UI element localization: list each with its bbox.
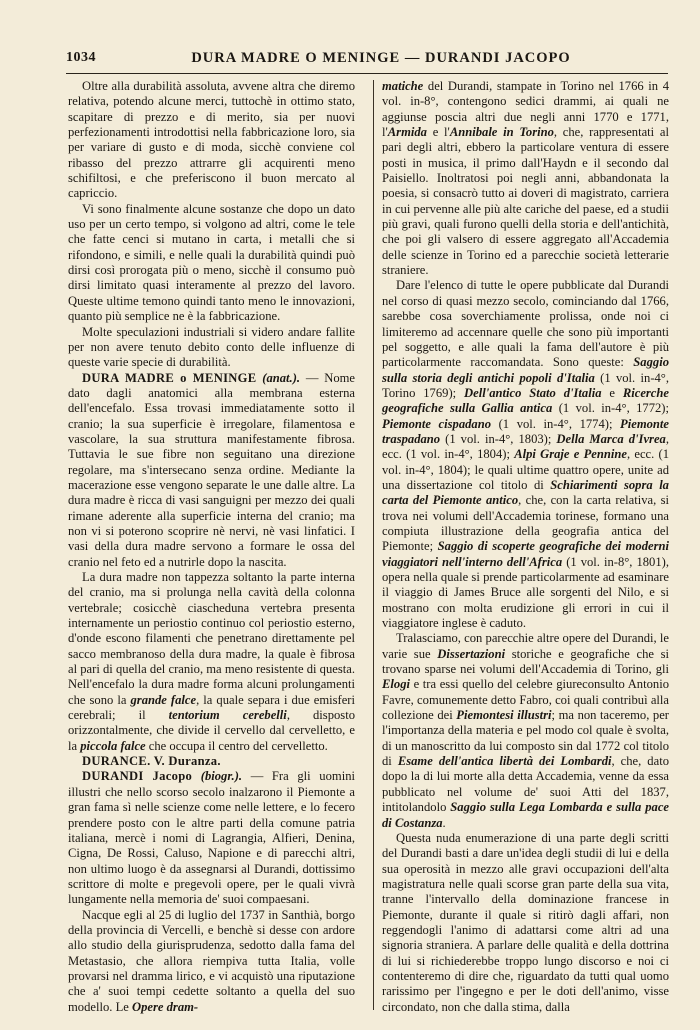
work-title: matiche (382, 79, 424, 93)
paragraph: matiche del Durandi, stampate in Torino nel 1766 in 4 vol. in-8°, contengono sedici drammi, ai quali ne aggiunse poscia altri due negli anni 1770 e 1771, l'Armida e l'Annibale in Torino, che, rappresentati al pari degli altri, ebbero la particolare ventura di essere posti in musica, il primo dall'Haydn e il secondo dal Paisiello. Inoltratosi poi negli anni, abbandonata la poesia, si consacrò tutto ai doveri di magistrato, carriera in cui pervenne alle più alte cariche del paese, ed a studii più gravi, quali furono quelli della storia e dell'antichità, che poi gli valsero di essere aggregato all'Accademia delle scienze in Torino ed a parecchie società letterarie straniere. (382, 79, 669, 278)
work-title: Piemontesi illustri (456, 708, 552, 723)
paragraph: Oltre alla durabilità assoluta, avvene altra che diremo relativa, potendo alcune merci, tuttochè in ottimo stato, scapitare di prezzo e di merito, sia per nuovi perfezionamenti introdottisi nella fabbricazione loro, sia per variare di gusto e di moda, sicchè conviene col ribasso del prezzo attrarre gli acquirenti meno schifiltosi, e che preferiscono il buon mercato al capriccio. (68, 79, 355, 201)
page-header (66, 50, 666, 72)
entry-text: — Fra gli uomini illustri che nello scorso secolo inalzarono il Piemonte a gran fama sì nelle scienze come nelle lettere, e lo fecero prendere posto con le altre parti della comune patria italiana, mercè i nomi di Lagrangia, Alfieri, Denina, Cigna, De Rossi, Caluso, Napione e di parecchi altri, non ultimo luogo è da assegnarsi al Durandi, dottissimo scrittore di molte e pregevoli opere, per le quali vivrà lungamente nella memoria de' suoi compaesani. (68, 769, 355, 907)
entry-text: — Nome dato dagli anatomici alla membrana esterna dell'encefalo. Essa trovasi immediatamente sotto il cranio; la sua superficie è irregolare, filamentosa e vascolare, la sua struttura manifestamente fibrosa. Tuttavia le sue fibre non seguitano una direzione regolare, ma s'intersecano senza ordine. Mediante la macerazione esse vengono separate le une dalle altre. La dura madre è ricca di vasi sanguigni per mezzo dei quali rimane aderente alla superficie interna del cranio; ma non vi si poterono scoprire nè nervi, nè vasi linfatici. I vasi della dura madre servono a formare le ossa del cranio nel feto ed a nutrirle dopo la nascita. (68, 370, 356, 569)
work-title: Saggio sulla storia degli antichi popoli d'Italia (382, 355, 669, 385)
headword: DURANDI Jacopo (82, 769, 193, 784)
work-title: Piemonte cispadano (382, 416, 492, 431)
entry-durance (68, 754, 355, 769)
work-title: Piemonte traspadano (382, 416, 669, 446)
work-title: Saggio di scoperte geografiche dei moderni viaggiatori nell'interno dell'Africa (382, 539, 670, 569)
term: tentorium cerebelli (168, 708, 287, 723)
paragraph: Vi sono finalmente alcune sostanze che dopo un dato uso per un certo tempo, si volgono ad altri, come le tele che fatte cenci si mutano in carta, i metalli che si rifondono, e simili, e nelle quali la durabilità quindi può dirsi così prorogata più o meno, sicchè il consumo può dirsi limitato quasi interamente al prezzo del lavoro. Queste ultime temono quindi tanto meno le innovazioni, quanto più semplice ne è la fabbricazione. (68, 201, 355, 324)
paragraph: Dare l'elenco di tutte le opere pubblicate dal Durandi nel corso di quasi mezzo secolo, cominciando dal 1766, sarebbe cosa soverchiamente prolissa, onde noi ci limiteremo ad accennare quelle che sono più importanti pel soggetto, e alle quali la fama dell'autore è più particolarmente raccomandata. Sono queste: Saggio sulla storia degli antichi popoli d'Italia (1 vol. in-4°, Torino 1769); Dell'antico Stato d'Italia e Ricerche geografiche sulla Gallia antica (1 vol. in-4°, 1772); Piemonte cispadano (1 vol. in-4°, 1774); Piemonte traspadano (1 vol. in-4°, 1803); Della Marca d'Ivrea, ecc. (1 vol. in-4°, 1804); Alpi Graje e Pennine, ecc. (1 vol. in-4°, 1804); le quali ultime quattro opere, unite ad una dissertazione col titolo di Schiarimenti sopra la carta del Piemonte antico, che, con la carta relativa, si trova nei volumi dell'Accademia torinese, formano una compiuta illustrazione della geografia antica del Piemonte; Saggio di scoperte geografiche dei moderni viaggiatori nell'interno dell'Africa (1 vol. in-8°, 1801), opera nella quale si prende particolarmente ad esaminare il viaggio di James Bruce alle sorgenti del Nilo, e si mostrano con molta erudizione gli errori in cui il viaggiatore inglese è caduto. (382, 278, 670, 631)
headword: DURA MADRE o MENINGE (82, 370, 257, 385)
paragraph: Questa nuda enumerazione di una parte degli scritti del Durandi basti a dare un'idea degli studii di lui e della sua operosità in mezzo alle gravi occupazioni dell'alta magistratura nelle quali scorse gran parte della sua vita, tranne l'intervallo della dominazione francese in Piemonte, durante il quale si ritirò dagli affari, non reggendogli l'animo di adattarsi come altri ad una signoria straniera. A parlare delle qualità e della dottrina di lui si richiederebbe troppo lungo discorso e noi ci contenteremo di dire che, riguardato da tutti qual uomo rarissimo per l'ingegno e per le doti dell'animo, visse circondato, non che dalla stima, dalla (382, 830, 669, 1014)
headword: DURANCE. (82, 754, 151, 769)
entry-durandi (68, 769, 355, 907)
work-title: Saggio sulla Lega Lombarda e sulla pace di Costanza (382, 800, 670, 830)
work-title: Dell'antico Stato d'Italia (464, 385, 602, 400)
work-title: Schiarimenti sopra la carta del Piemonte antico (382, 477, 669, 508)
paragraph: Nacque egli al 25 di luglio del 1737 in Santhià, borgo della provincia di Vercelli, e benchè si desse con ardore allo studio della giurisprudenza, sedotto dalla fama del Metastasio, che allora riempiva tutta Italia, volle provarsi nel dramma lirico, e vi acquistò una riputazione che a' suoi tempi cedette soltanto a quella del suo modello. Le Opere dram- (68, 907, 355, 1014)
term: piccola falce (80, 738, 146, 753)
page-number: 1034 (66, 50, 96, 65)
right-column (382, 79, 669, 1015)
work-title: Armida (387, 125, 427, 140)
work-title: Ricerche geografiche sulla Gallia antica (382, 385, 669, 416)
entry-category: (biogr.). (192, 769, 243, 784)
running-title: DURA MADRE O MENINGE — DURANDI JACOPO (191, 50, 571, 66)
entry-category: (anat.). (256, 370, 301, 385)
work-title: Elogi (382, 677, 410, 692)
work-title: Alpi Graje e Pennine (514, 447, 627, 462)
column-divider (373, 80, 374, 1010)
work-title: Esame dell'antica libertà dei Lombardi (397, 754, 612, 769)
work-title: Annibale in Torino (449, 125, 554, 140)
work-title: Della Marca d'Ivrea (556, 431, 666, 446)
left-column (68, 79, 355, 1015)
work-title: Opere dram- (132, 999, 199, 1014)
term: grande falce (130, 692, 197, 707)
paragraph: La dura madre non tappezza soltanto la parte interna del cranio, ma si prolunga nella cavità della colonna vertebrale; cosicchè ciascheduna vertebra presenta internamente un periostio continuo col periostio esterno, d'onde escono filamenti che penetrano direttamente pel sacco membranoso della dura madre, la quale è fibrosa al pari di quella del cranio, ma meno resistente di questa. Nell'encefalo la dura madre forma alcuni prolungamenti che sono la grande falce, la quale separa i due emisferi cerebrali; il tentorium cerebelli, disposto orizzontalmente, che divide il cervello dal cervelletto, e la piccola falce che occupa il centro del cervelletto. (68, 570, 355, 753)
header-rule (66, 73, 668, 74)
cross-reference: V. Duranza. (150, 754, 221, 769)
paragraph: Molte speculazioni industriali si videro andare fallite per non avere tenuto debito conto delle influenze di queste varie specie di durabilità. (68, 324, 355, 370)
work-title: Dissertazioni (437, 646, 506, 661)
entry-dura-madre (68, 371, 355, 570)
paragraph: Tralasciamo, con parecchie altre opere del Durandi, le varie sue Dissertazioni storiche e geografiche che si trovano sparse nei volumi dell'Accademia di Torino, gli Elogi e tra essi quello del celebre giureconsulto Antonio Favre, comunemente detto Fabro, coi quali contribuì alla collezione dei Piemontesi illustri; ma non taceremo, per l'importanza della materia e pel modo col quale è svolta, di un manoscritto da lui composto sin dal 1772 col titolo di Esame dell'antica libertà dei Lombardi, che, dato dopo la di lui morte alla detta Accademia, venne da essa pubblicato nel volume de' suoi Atti del 1837, intitolandolo Saggio sulla Lega Lombarda e sulla pace di Costanza. (382, 631, 670, 830)
